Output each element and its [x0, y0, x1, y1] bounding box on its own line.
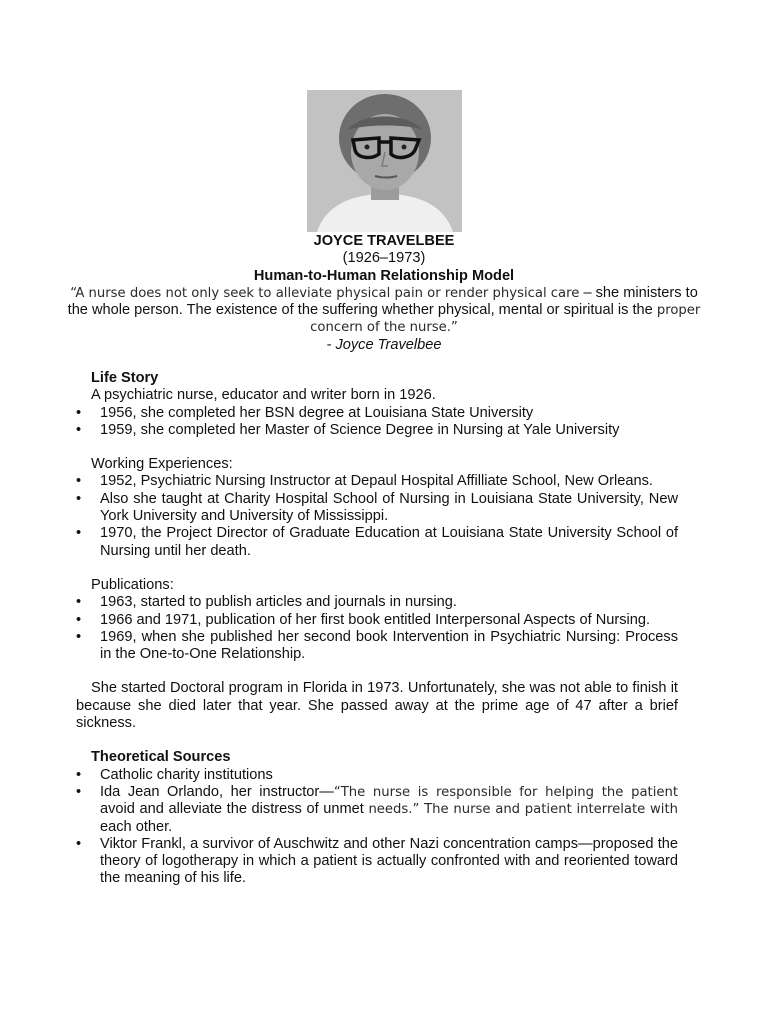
list-item: • 1970, the Project Director of Graduate Education at Louisiana State University School of Nursing until her death. — [76, 525, 678, 560]
orlando-quote-3: needs.” The nurse and patient interrelate with — [368, 802, 679, 818]
list-item: • Catholic charity institutions — [76, 767, 678, 784]
orlando-intro: Ida Jean Orlando, her instructor— — [100, 783, 334, 800]
list-item: • 1969, when she published her second book Intervention in Psychiatric Nursing: Process in the One-to-One Relationship. — [76, 629, 678, 664]
orlando-quote-4: each other. — [100, 818, 173, 835]
theoretical-heading: Theoretical Sources — [91, 749, 231, 766]
theoretical-list — [76, 767, 678, 888]
quote-part-2: – she ministers to the whole person. The existence of the suffering whether physical, mental or spiritual is the — [67, 284, 698, 319]
publications-list — [76, 594, 678, 663]
portrait-image — [307, 90, 462, 232]
life-story-heading: Life Story — [91, 370, 159, 386]
doctoral-paragraph: She started Doctoral program in Florida in 1973. Unfortunately, she was not able to finish it because she died later that year. She passed away at the prime age of 47 after a brief sickness. — [76, 680, 678, 732]
working-heading: Working Experiences: — [91, 456, 233, 473]
publications-heading: Publications: — [91, 576, 174, 593]
quote-part-3: proper concern of the nurse.” — [310, 303, 701, 336]
list-item: • 1963, started to publish articles and journals in nursing. — [76, 594, 678, 611]
quote — [60, 285, 708, 337]
orlando-quote-2: avoid and alleviate the distress of unmet — [100, 801, 369, 818]
title-block — [60, 233, 708, 354]
body-content — [76, 370, 678, 888]
orlando-quote-1: “The nurse is responsible for helping the patient — [333, 784, 679, 800]
person-name: JOYCE TRAVELBEE — [313, 233, 455, 249]
list-item: • 1952, Psychiatric Nursing Instructor at Depaul Hospital Affilliate School, New Orleans. — [76, 473, 678, 490]
quote-part-1: “A nurse does not only seek to alleviate physical pain or render physical care — [70, 285, 580, 301]
model-title: Human-to-Human Relationship Model — [253, 267, 515, 284]
life-story-intro: A psychiatric nurse, educator and writer born in 1926. — [91, 387, 436, 404]
life-story-list — [76, 405, 678, 440]
list-item: • Also she taught at Charity Hospital School of Nursing in Louisiana State University, New York University and University of Mississippi. — [76, 491, 678, 526]
list-item: • Viktor Frankl, a survivor of Auschwitz and other Nazi concentration camps—proposed the theory of logotherapy in which a patient is actually confronted with and reoriented toward the meaning of his life. — [76, 836, 678, 888]
quote-attribution: - Joyce Travelbee — [326, 336, 442, 353]
list-item: • 1956, she completed her BSN degree at Louisiana State University — [76, 405, 678, 422]
portrait-photo — [307, 90, 462, 232]
lifespan: (1926–1973) — [342, 250, 426, 267]
working-list — [76, 473, 678, 559]
list-item: • 1966 and 1971, publication of her first book entitled Interpersonal Aspects of Nursing. — [76, 612, 678, 629]
list-item — [76, 784, 678, 836]
list-item: • 1959, she completed her Master of Science Degree in Nursing at Yale University — [76, 422, 678, 439]
